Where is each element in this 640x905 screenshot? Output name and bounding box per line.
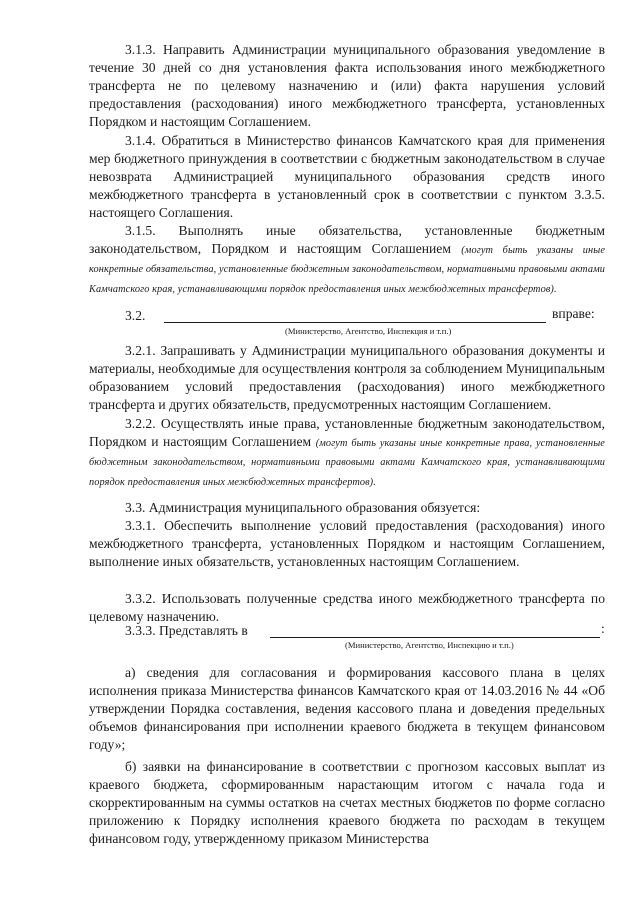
paragraph-3-2-1: 3.2.1. Запрашивать у Администрации муниципального образования документы и материалы, необходимые для осуществления контроля за соблюдением Муниципальным образованием условий предоставления (расходования) иного межбюджетного трансферта и других обязательств, предусмотренных настоящим Соглашением. <box>89 343 605 412</box>
paragraph-3-3: 3.3. Администрация муниципального образования обязуется: <box>125 500 481 515</box>
paragraph-3-3-3-prefix: 3.3.3. Представлять в <box>125 623 248 638</box>
paragraph-3-3-3-suffix: : <box>601 621 605 636</box>
paragraph-3-2-2 <box>89 415 605 491</box>
paragraph-3-3-2: 3.3.2. Использовать полученные средства иного межбюджетного трансферта по целевому назначению. <box>89 591 605 624</box>
paragraph-3-2-2-note: (могут быть указаны иные конкретные права, установленные бюджетным законодательством, нормативными правовыми актами Камчатского края, устанавливающими порядок предоставления иных межбюджетных трансфертов). <box>89 437 605 488</box>
paragraph-3-1-5-main: 3.1.5. Выполнять иные обязательства, установленные бюджетным законодательством, Порядком и настоящим Соглашением <box>89 223 605 256</box>
paragraph-3-2-2-main: 3.2.2. Осуществлять иные права, установленные бюджетным законодательством, Порядком и настоящим Соглашением <box>89 416 605 449</box>
paragraph-3-1-3: 3.1.3. Направить Администрации муниципального образования уведомление в течение 30 дней со дня установления факта использования иного межбюджетного трансферта не по целевому назначению и (или) факта нарушения условий предоставления (расходования) иного межбюджетного трансферта, установленных Порядком и настоящим Соглашением. <box>89 42 605 129</box>
paragraph-3-2-suffix: вправе: <box>552 306 595 321</box>
caption-3-3-3: (Министерство, Агентство, Инспекцию и т.п.) <box>345 640 514 650</box>
paragraph-b: б) заявки на финансирование в соответствии с прогнозом кассовых выплат из краевого бюджета, сформированным нарастающим итогом с начала года и скорректированным на суммы остатков на счетах местных бюджетов по форме согласно приложению к Порядку исполнения краевого бюджета по расходам в текущем финансовом году, утвержденному приказом Министерства <box>89 759 605 846</box>
paragraph-3-1-5-note: (могут быть указаны иные конкретные обязательства, установленные бюджетным законодательством, нормативными правовыми актами Камчатского края, устанавливающими порядок предоставления иных межбюджетных трансфертов). <box>89 244 605 295</box>
paragraph-3-3-1: 3.3.1. Обеспечить выполнение условий предоставления (расходования) иного межбюджетного трансферта, установленных Порядком и настоящим Соглашением, выполнение иных обязательств, установленных настоящим Соглашением. <box>89 518 605 569</box>
paragraph-3-1-4: 3.1.4. Обратиться в Министерство финансов Камчатского края для применения мер бюджетного принуждения в соответствии с бюджетным законодательством в случае невозврата Администрацией муниципального образования средств иного межбюджетного трансферта в установленный срок в соответствии с пунктом 3.3.5. настоящего Соглашения. <box>89 133 605 220</box>
blank-line-3-2 <box>164 322 546 323</box>
caption-3-2: (Министерство, Агентство, Инспекция и т.п.) <box>285 326 452 336</box>
blank-line-3-3-3 <box>270 637 600 638</box>
paragraph-a: а) сведения для согласования и формирования кассового плана в целях исполнения приказа Министерства финансов Камчатского края от 14.03.2016 № 44 «Об утверждении Порядка составления, ведения кассового плана и доведения предельных объемов финансирования при исполнении краевого бюджета в текущем финансовом году»; <box>89 665 605 752</box>
paragraph-3-2-number: 3.2. <box>125 308 146 323</box>
paragraph-3-1-5 <box>89 222 605 298</box>
